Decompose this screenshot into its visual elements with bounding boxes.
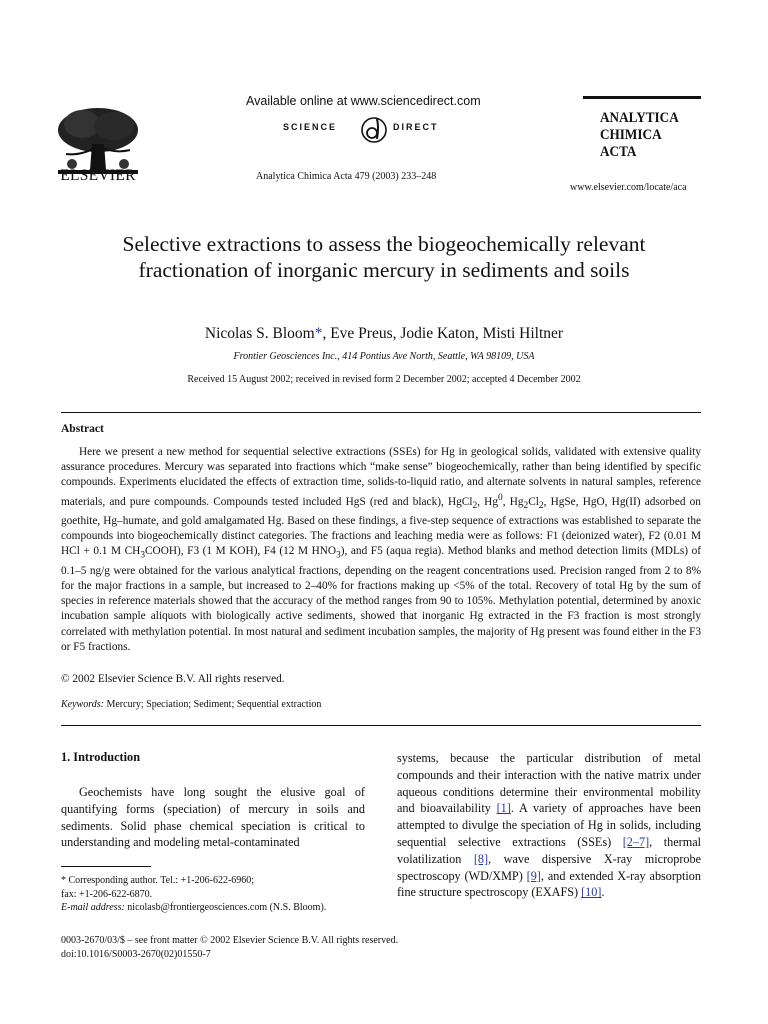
reference-link[interactable]: [9] (526, 868, 541, 883)
right-column-text: systems, because the particular distribution of metal compounds and their interaction with the native matrix under aqueous conditions determine their environmental mobility and bioavailability [1]. A variety of approaches have been attempted to divulge the speciation of Hg in solids, including sequential selective extractions (SSEs) [2–7], thermal volatilization [8], wave dispersive X-ray microprobe spectroscopy (WD/XMP) [9], and extended X-ray absorption fine structure spectroscopy (EXAFS) [10]. (397, 751, 702, 900)
keywords-label: Keywords: (61, 699, 104, 710)
affiliation: Frontier Geosciences Inc., 414 Pontius Ave North, Seattle, WA 98109, USA (233, 351, 535, 362)
authors-rest: , Eve Preus, Jodie Katon, Misti Hiltner (322, 325, 564, 342)
footnote (61, 874, 371, 915)
keywords (61, 699, 321, 710)
section-heading: 1. Introduction (61, 750, 141, 764)
publisher-name: ELSEVIER (60, 167, 136, 184)
reference-link[interactable]: [1] (496, 801, 511, 816)
article-title: Selective extractions to assess the biogeochemically relevant fractionation of inorganic mercury in sediments and soils (122, 232, 646, 282)
copyright-notice: © 2002 Elsevier Science B.V. All rights reserved. (61, 673, 285, 685)
journal-citation: Analytica Chimica Acta 479 (2003) 233–248 (256, 171, 437, 182)
journal-title-line-3: ACTA (600, 144, 637, 160)
email-address: nicolasb@frontiergeosciences.com (N.S. Bloom). (124, 902, 327, 913)
sciencedirect-logo (283, 113, 469, 147)
sciencedirect-d-icon (357, 113, 391, 147)
abstract-text: Here we present a new method for sequential selective extractions (SSEs) for Hg in geological solids, validated with extensive quality assurance procedures. Mercury was separated into fractions which “make sense” biogeochemically, rather than being identified by specific compounds. Experiments elucidated the effects of extraction time, solids-to-liquid ratio, and alternate solvents in natural samples, reference materials, and pure compounds. Compounds tested included HgS (red and black), HgCl$_2$, Hg$^0$, $Hg_2Cl_2$, HgSe, HgO, Hg(II) adsorbed on goethite, Hg–humate, and gold amalgamated Hg. Based on these findings, a five-step sequence of extractions was established to separate the compounds into biogeochemically distinct categories. The fractions and leaching media were as follows: F1 (deionized water), F2 (0.01 M HCl + 0.1 M $CH_3COOH$), F3 (1 M KOH), F4 (12 M $HNO_3$), and F5 (aqua regia). Method blanks and method detection limits (MDLs) of 0.1–5 ng/g were obtained for the various analytical fractions, depending on the reagent concentrations used. Precision ranged from 2 to 8% for the major fractions in a sample, but increased to 2–40% for fractions making up <5% of the total. Recovery of total Hg by the sum of species in reference materials showed that the accuracy of the method ranges from 90 to 105%. Methylation potential, determined by anoxic incubation sample aliquots with biologically active sediments, showed that inorganic Hg extracted in the F3 fraction is most strongly correlated with methylation potential. In most natural and sediment incubation samples, the majority of Hg present was found either in the F3 or F5 fractions. (61, 446, 701, 653)
journal-url-link[interactable]: www.elsevier.com/locate/aca (570, 182, 687, 193)
sciencedirect-logo-right: DIRECT (393, 122, 439, 132)
left-column-text: Geochemists have long sought the elusive goal of quantifying forms (speciation) of mercury in soils and sediments. Solid phase chemical speciation is critical to understanding and modeling metal-contaminated (61, 785, 365, 850)
journal-title-line-2: CHIMICA (600, 127, 662, 143)
footnote-line-1: * Corresponding author. Tel.: +1-206-622-6960; (61, 875, 255, 886)
front-matter-info (61, 934, 398, 962)
journal-title-line-1: ANALYTICA (600, 110, 679, 126)
sciencedirect-logo-left: SCIENCE (283, 122, 338, 132)
author-list (100, 325, 668, 343)
journal-title (600, 110, 679, 161)
footnote-rule (61, 866, 151, 867)
received-dates: Received 15 August 2002; received in revised form 2 December 2002; accepted 4 December 2002 (187, 374, 581, 385)
reference-link[interactable]: [8] (473, 851, 489, 866)
available-online-text: Available online at www.sciencedirect.com (246, 94, 481, 108)
front-matter-line: 0003-2670/03/$ – see front matter © 2002 Elsevier Science B.V. All rights reserved. (61, 935, 399, 946)
corresponding-author-link[interactable]: * (314, 325, 323, 342)
email-label: E-mail address: (61, 902, 125, 913)
footnote-email (61, 901, 371, 915)
abstract-top-rule (61, 412, 701, 413)
reference-link[interactable]: [10] (581, 885, 602, 900)
author-first: Nicolas S. Bloom (204, 325, 315, 342)
doi-line: doi:10.1016/S0003-2670(02)01550-7 (61, 949, 211, 960)
abstract-heading: Abstract (61, 423, 104, 435)
journal-title-bar (583, 96, 701, 99)
footnote-line-2: fax: +1-206-622-6870. (61, 888, 153, 900)
keywords-list: Mercury; Speciation; Sediment; Sequential extraction (103, 699, 322, 710)
reference-link[interactable]: [2–7] (622, 834, 650, 849)
abstract-bottom-rule (61, 725, 701, 726)
